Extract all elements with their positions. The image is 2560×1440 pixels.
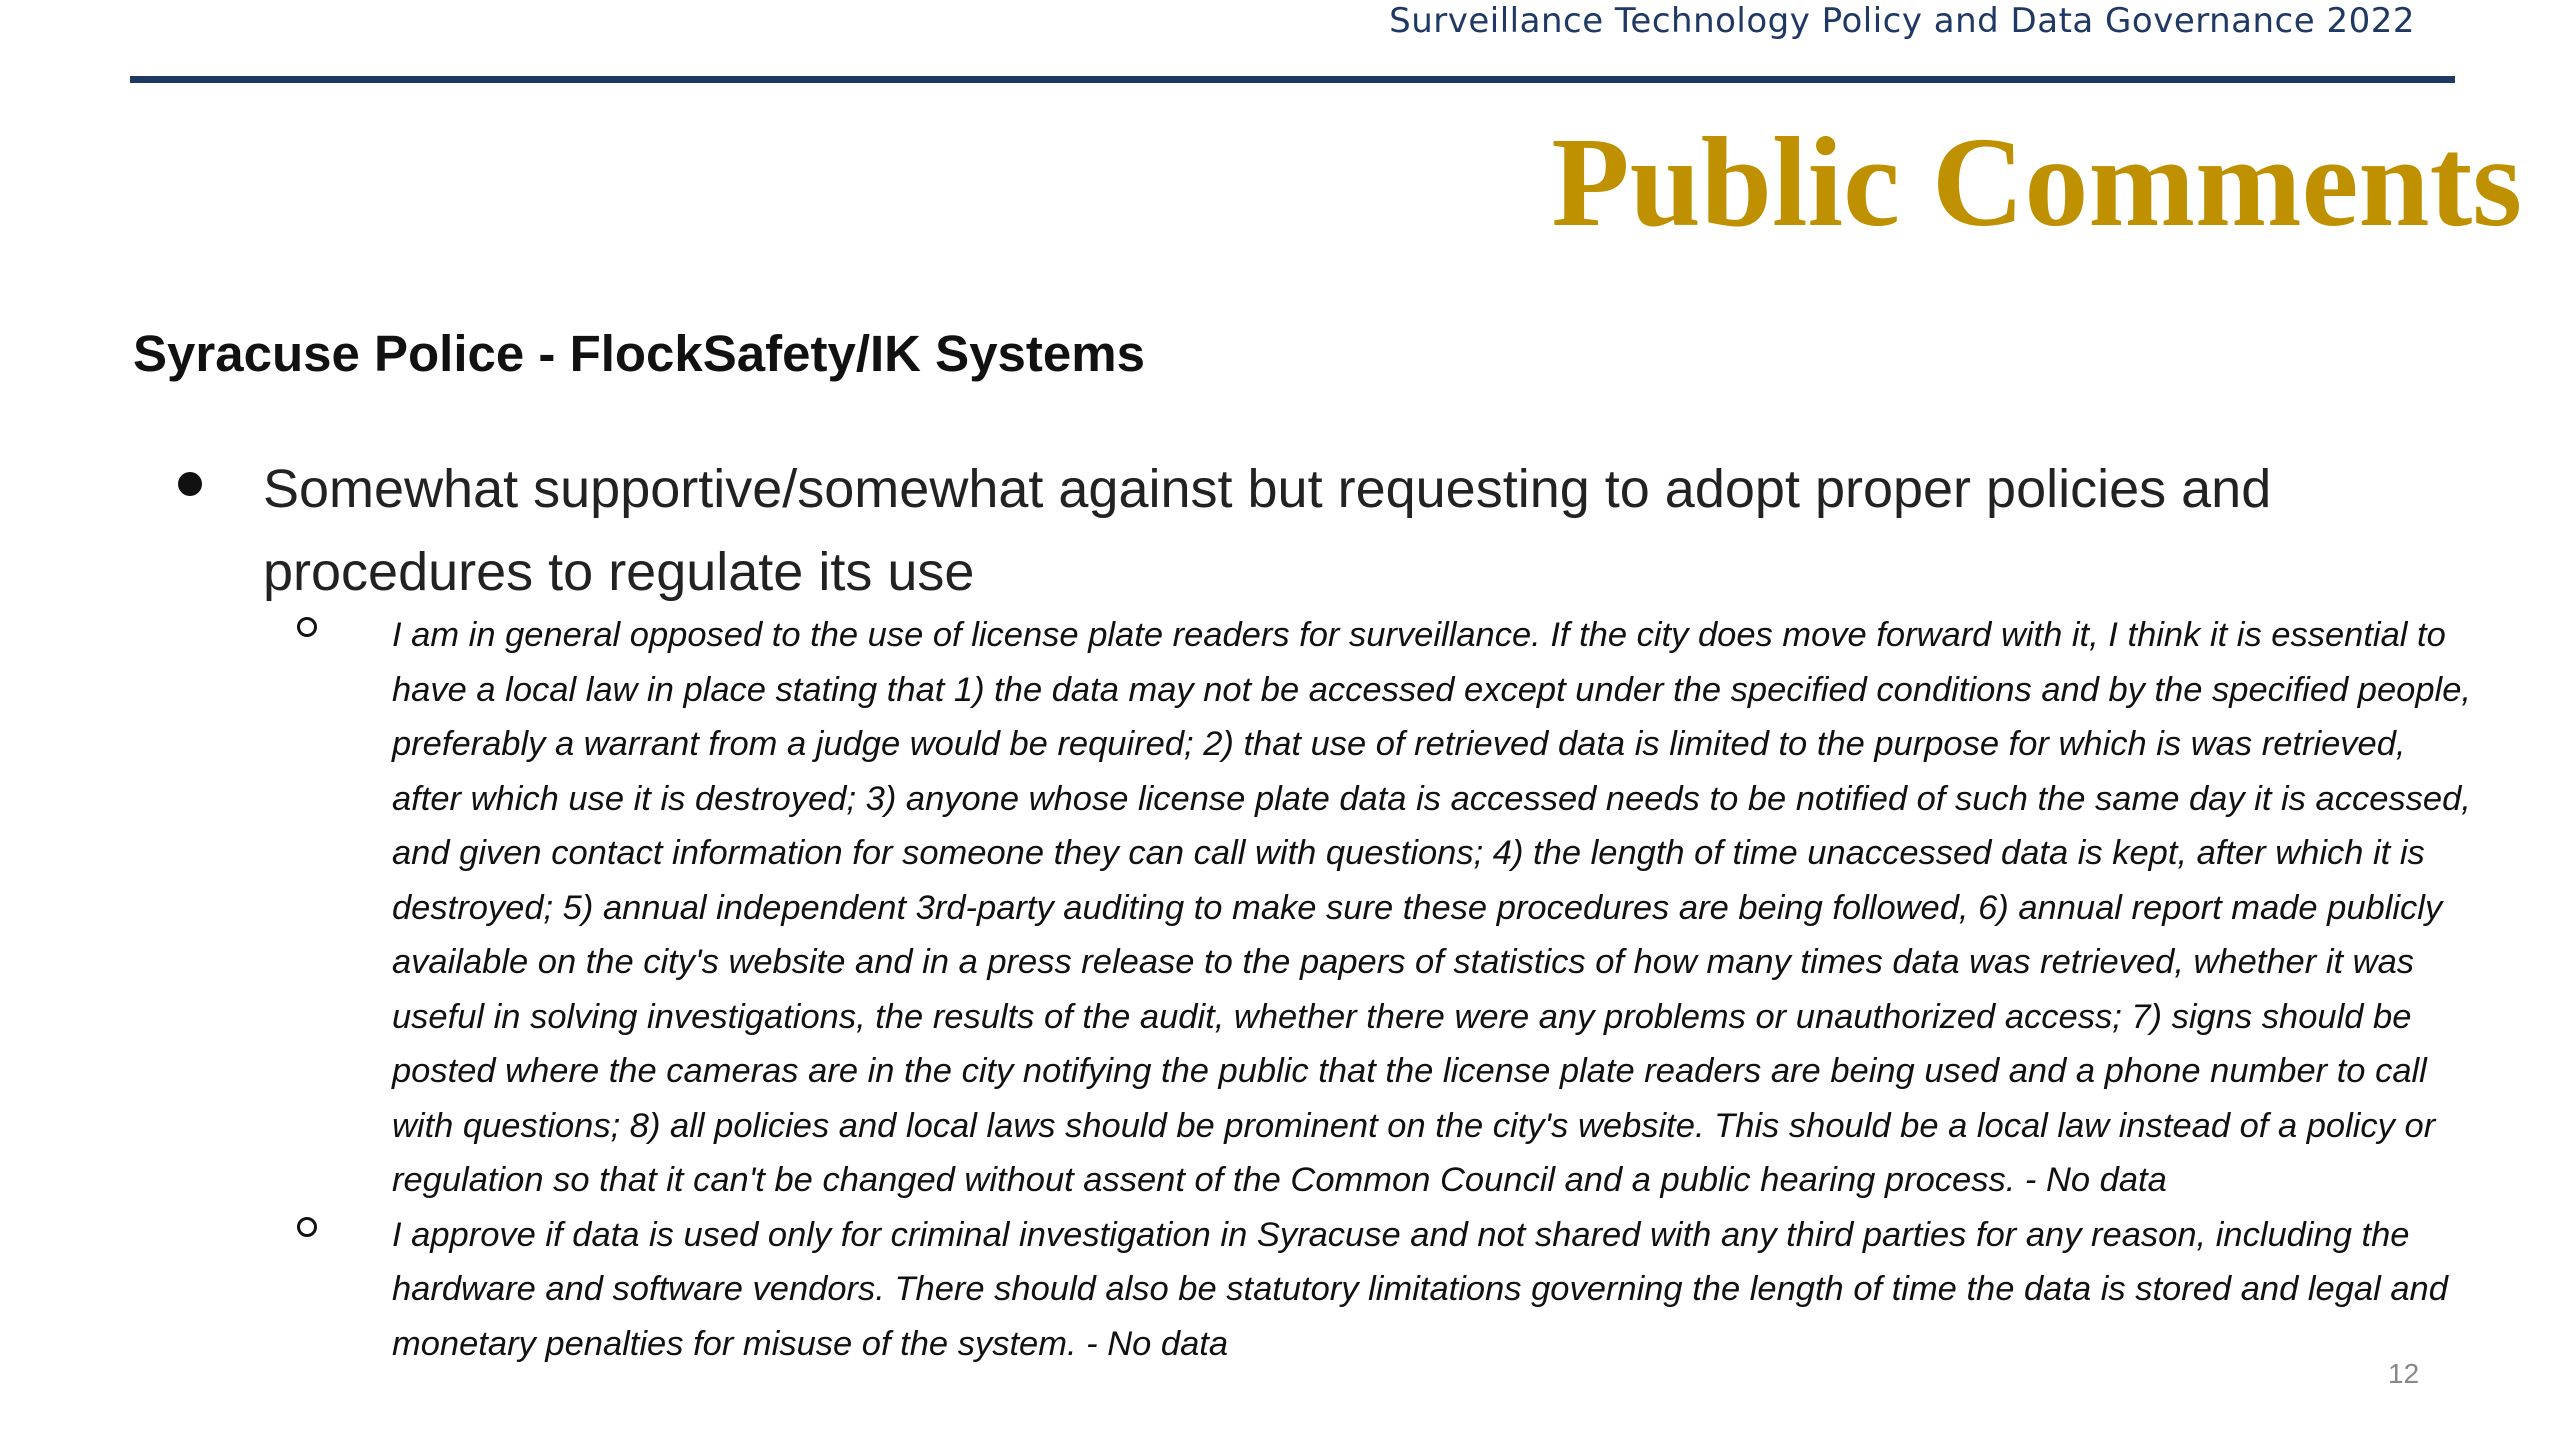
comment-list (296, 608, 2476, 1371)
header-title: Surveillance Technology Policy and Data Governance 2022 (1389, 1, 2415, 41)
hollow-circle-bullet-icon (297, 1217, 317, 1237)
page-title: Public Comments (1551, 111, 2522, 253)
comment-text: I am in general opposed to the use of license plate readers for surveillance. If the city does move forward with it, I think it is essential to have a local law in place stating that 1) the data may not be accessed except under the specified conditions and by the specified people, preferably a warrant from a judge would be required; 2) that use of retrieved data is limited to the purpose for which is was retrieved, after which use it is destroyed; 3) anyone whose license plate data is accessed needs to be notified of such the same day it is accessed, and given contact information for someone they can call with questions; 4) the length of time unaccessed data is kept, after which it is destroyed; 5) annual independent 3rd-party auditing to make sure these procedures are being followed, 6) annual report made publicly available on the city's website and in a press release to the papers of statistics of how many times data was retrieved, whether it was useful in solving investigations, the results of the audit, whether there were any problems or unauthorized access; 7) signs should be posted where the cameras are in the city notifying the public that the license plate readers are being used and a phone number to call with questions; 8) all policies and local laws should be prominent on the city's website. This should be a local law instead of a policy or regulation so that it can't be changed without assent of the Common Council and a public hearing process. - No data (392, 616, 2471, 1199)
comment-item (296, 1208, 2476, 1372)
comment-text: I approve if data is used only for criminal investigation in Syracuse and not shared with any third parties for any reason, including the hardware and software vendors. There should also be statutory limitations governing the length of time the data is stored and legal and monetary penalties for misuse of the system. - No data (392, 1215, 2448, 1363)
section-heading: Syracuse Police - FlockSafety/IK Systems (133, 325, 1145, 382)
comment-item (296, 608, 2476, 1208)
hollow-circle-bullet-icon (297, 617, 317, 637)
page-number: 12 (2388, 1358, 2420, 1389)
header-divider (130, 76, 2455, 83)
bullet-dot-icon (178, 472, 202, 496)
bullet-text: Somewhat supportive/somewhat against but requesting to adopt proper policies and procedures to regulate its use (263, 459, 2272, 602)
